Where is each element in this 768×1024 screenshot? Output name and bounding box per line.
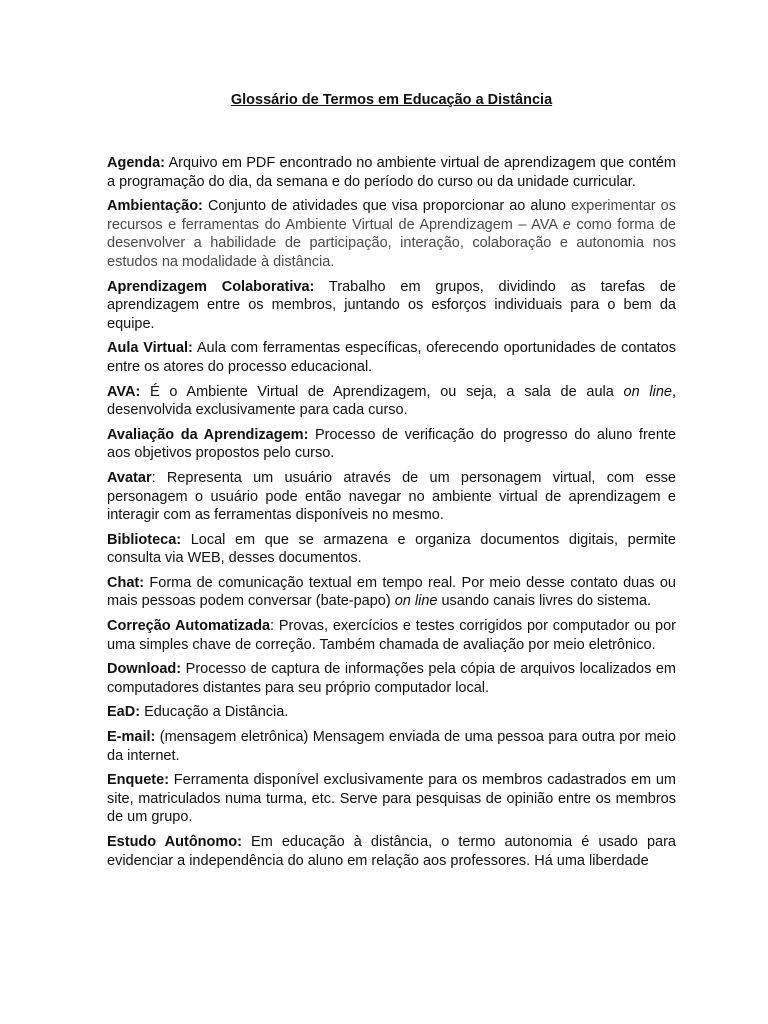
entry-term: Estudo Autônomo: xyxy=(107,834,242,850)
entry-definition-gray: experimentar os recursos e ferramentas do Ambiente Virtual de Aprendizagem – AVA xyxy=(107,198,676,233)
glossary-entry-correcao-automatizada xyxy=(107,617,676,654)
page-title: Glossário de Termos em Educação a Distância xyxy=(230,92,553,108)
entry-definition-gray: como forma de desenvolver a habilidade de participação, interação, colaboração e autonomia nos estudos na modalidade à distância. xyxy=(107,216,676,270)
entry-definition: Educação a Distância. xyxy=(140,704,289,721)
glossary-entry-download xyxy=(107,660,676,697)
glossary-entry-ambientacao xyxy=(107,197,676,271)
glossary-entry-chat xyxy=(107,574,676,611)
entry-term: Biblioteca: xyxy=(107,531,182,548)
entry-term: Correção Automatizada xyxy=(107,618,271,635)
entry-definition: usando canais livres do sistema. xyxy=(437,593,652,610)
entry-definition: : Provas, exercícios e testes corrigidos por computador ou por uma simples chave de correção. Também chamada de avaliação por meio eletrônico. xyxy=(107,618,677,653)
entry-definition: (mensagem eletrônica) Mensagem enviada de uma pessoa para outra por meio da internet. xyxy=(107,729,676,764)
entry-definition: Forma de comunicação textual em tempo real. Por meio desse contato duas ou mais pessoas podem conversar (bate-papo) xyxy=(107,574,676,610)
glossary-entry-biblioteca xyxy=(107,531,676,568)
entry-term: Enquete: xyxy=(107,772,170,789)
entry-definition: Processo de captura de informações pela cópia de arquivos localizados em computadores distantes para seu próprio computador local. xyxy=(107,661,676,696)
entry-term: EaD: xyxy=(107,704,141,721)
entry-definition: Em educação à distância, o termo autonomia é usado para evidenciar a independência do aluno em relação aos professores. Há uma liberdade xyxy=(107,834,676,869)
glossary-entry-ead xyxy=(107,703,676,722)
entry-definition: Ferramenta disponível exclusivamente para os membros cadastrados em um site, matriculados numa turma, etc. Serve para pesquisas de opinião entre os membros de um grupo. xyxy=(107,772,676,826)
entry-definition-italic: e xyxy=(562,216,571,233)
entry-definition: Trabalho em grupos, dividindo as tarefas de aprendizagem entre os membros, juntando os esforços individuais para o bem da equipe. xyxy=(107,278,676,332)
entry-definition: : Representa um usuário através de um personagem virtual, com esse personagem o usuário pode então navegar no ambiente virtual de aprendizagem e interagir com as ferramentas disponíveis no mesmo. xyxy=(107,469,676,524)
entry-definition: É o Ambiente Virtual de Aprendizagem, ou seja, a sala de aula xyxy=(140,383,624,400)
glossary-entry-enquete xyxy=(107,771,676,827)
entry-term: Download: xyxy=(107,661,182,678)
entry-definition: Aula com ferramentas específicas, oferecendo oportunidades de contatos entre os atores do processo educacional. xyxy=(107,340,676,375)
entry-term: Chat: xyxy=(107,574,145,591)
entry-definition: Arquivo em PDF encontrado no ambiente virtual de aprendizagem que contém a programação do dia, da semana e do período do curso ou da unidade curricular. xyxy=(107,155,676,190)
entry-term: Avatar xyxy=(107,469,152,486)
glossary-entry-aprendizagem-colaborativa xyxy=(107,278,676,334)
glossary-entry-email xyxy=(107,728,676,765)
entry-definition: Conjunto de atividades que visa proporcionar ao aluno xyxy=(202,198,571,215)
entry-definition-italic: on line xyxy=(394,593,438,610)
glossary-entry-avatar xyxy=(107,469,676,525)
entry-definition: , desenvolvida exclusivamente para cada curso. xyxy=(107,383,676,419)
entry-term: AVA: xyxy=(107,383,141,400)
glossary-entry-estudo-autonomo xyxy=(107,833,676,870)
entry-term: E-mail: xyxy=(107,729,156,746)
entry-definition: Local em que se armazena e organiza documentos digitais, permite consulta via WEB, desses documentos. xyxy=(107,531,676,567)
entry-term: Ambientação: xyxy=(107,198,203,215)
entry-term: Agenda: xyxy=(107,155,165,171)
entry-term: Aprendizagem Colaborativa: xyxy=(107,278,315,295)
glossary-entry-avaliacao xyxy=(107,426,676,463)
glossary-entry-aula-virtual xyxy=(107,339,676,376)
entry-definition-italic: on line xyxy=(623,383,672,400)
glossary-entry-agenda xyxy=(107,154,676,191)
entry-term: Aula Virtual: xyxy=(107,340,193,357)
entry-definition: Processo de verificação do progresso do aluno frente aos objetivos propostos pelo curso. xyxy=(107,426,676,462)
glossary-entry-ava xyxy=(107,383,676,420)
entry-term: Avaliação da Aprendizagem: xyxy=(107,426,309,443)
document-page xyxy=(107,90,676,876)
